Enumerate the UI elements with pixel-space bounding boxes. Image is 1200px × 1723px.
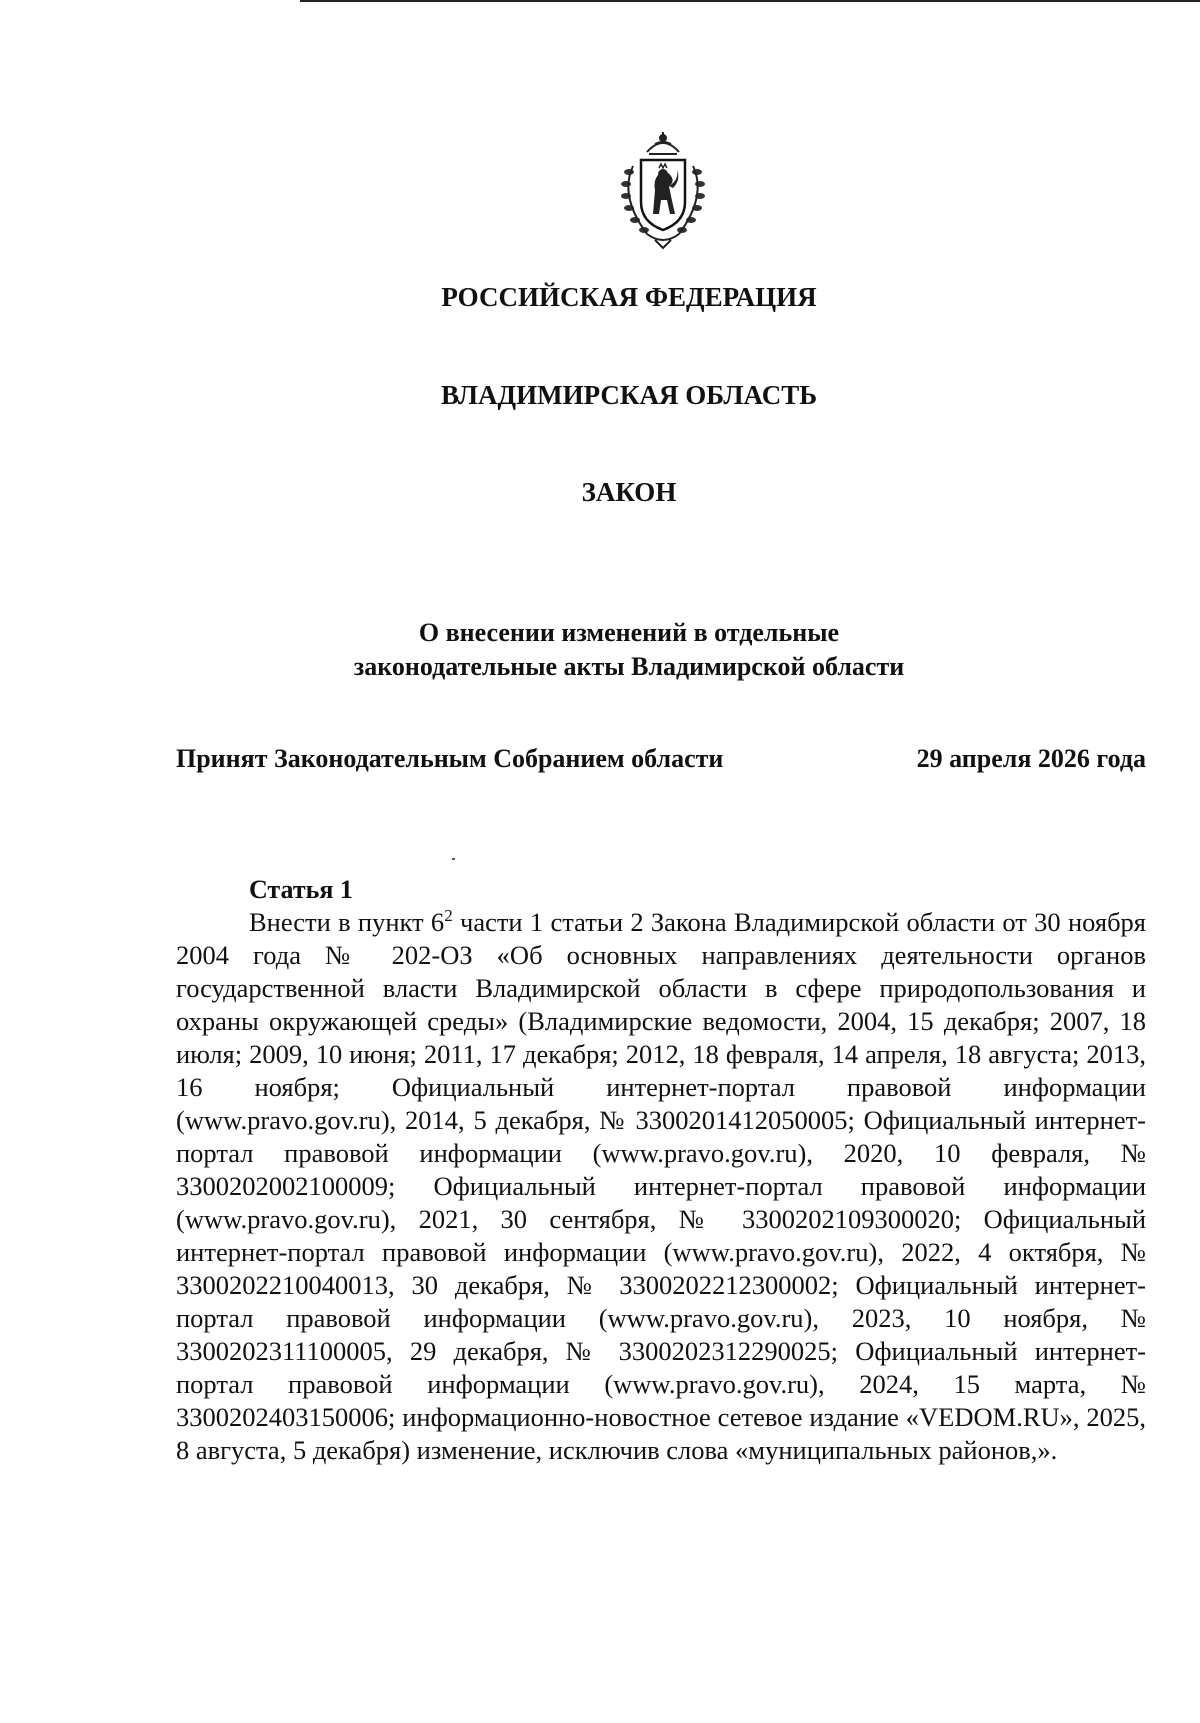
region-heading: ВЛАДИМИРСКАЯ ОБЛАСТЬ bbox=[440, 380, 818, 410]
law-title-line: законодательные акты Владимирской области bbox=[353, 652, 905, 681]
article-body-text: части 1 статьи 2 Закона Владимирской области от 30 ноября 2004 года № 202-ОЗ «Об основных направлениях деятельности органов государственной власти Владимирской области в сфере природопользования и охраны окружающей среды» (Владимирские ведомости, 2004, 15 декабря; 2007, 18 июля; 2009, 10 июня; 2011, 17 декабря; 2012, 18 февраля, 14 апреля, 18 августа; 2013, 16 ноября; Официальный интернет-портал правовой информации (www.pravo.gov.ru), 2014, 5 декабря, № 3300201412050005; Официальный интернет-портал правовой информации (www.pravo.gov.ru), 2020, 10 февраля, № 3300202002100009; Официальный интернет-портал правовой информации (www.pravo.gov.ru), 2021, 30 сентября, № 3300202109300020; Официальный интернет-портал правовой информации (www.pravo.gov.ru), 2022, 4 октября, № 3300202210040013, 30 декабря, № 3300202212300002; Официальный интернет-портал правовой информации (www.pravo.gov.ru), 2023, 10 ноября, № 3300202311100005, 29 декабря, № 3300202312290025; Официальный интернет-портал правовой информации (www.pravo.gov.ru), 2024, 15 марта, № 3300202403150006; информационно-новостное сетевое издание «VEDOM.RU», 2025, 8 августа, 5 декабря) изменение, исключив слова «муниципальных районов,». bbox=[176, 907, 1146, 1465]
adopted-by: Принят Законодательным Собранием области bbox=[176, 744, 724, 773]
article-body bbox=[176, 906, 1146, 1467]
coat-of-arms-icon bbox=[617, 130, 709, 250]
article-title: Статья 1 bbox=[249, 875, 353, 904]
law-title bbox=[29, 616, 1200, 684]
scan-speck bbox=[452, 858, 455, 860]
adoption-date: 29 апреля 2026 года bbox=[916, 744, 1146, 773]
law-title-line: О внесении изменений в отдельные bbox=[418, 618, 840, 647]
article-1 bbox=[176, 874, 1146, 1467]
article-body-text: Внести в пункт 6 bbox=[249, 907, 445, 937]
country-heading: РОССИЙСКАЯ ФЕДЕРАЦИЯ bbox=[441, 282, 817, 312]
document-type-heading: ЗАКОН bbox=[581, 477, 677, 507]
superscript: 2 bbox=[444, 906, 453, 926]
scan-top-edge bbox=[300, 0, 1200, 2]
